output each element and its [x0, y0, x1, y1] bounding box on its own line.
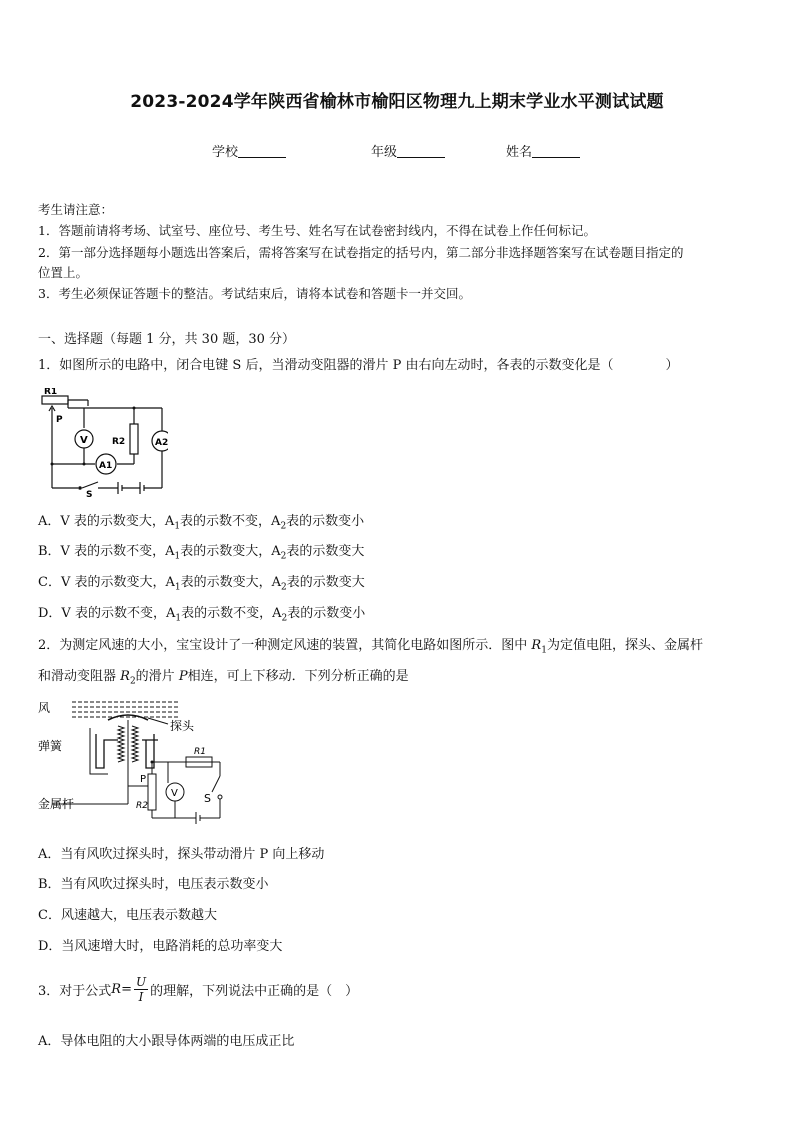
grade-label: 年级	[371, 145, 398, 160]
r2-resistor	[130, 424, 138, 454]
q1-label-v: V	[80, 435, 88, 446]
q2-label-s: S	[204, 792, 211, 805]
r1-resistor	[42, 396, 68, 404]
q1-option-a[interactable]: A．V 表的示数变大，$A_1$表的示数不变，$A_2$表的示数变小	[38, 514, 365, 532]
q1-stem: 1．如图所示的电路中，闭合电键 S 后，当滑动变阻器的滑片 P 由右向左动时，各表的示数变化是（ ）	[38, 358, 679, 373]
notice-item-1: 1．答题前请将考场、试室号、座位号、考生号、姓名写在试卷密封线内，不得在试卷上作任何标记。	[38, 223, 596, 238]
notice-item-3: 3．考生必须保证答题卡的整洁。考试结束后，请将本试卷和答题卡一并交回。	[38, 286, 471, 301]
q1-circuit-diagram	[38, 388, 168, 498]
q1-label-r2: R2	[112, 437, 126, 447]
page-title: 2023-2024学年陕西省榆林市榆阳区物理九上期末学业水平测试试题	[130, 92, 664, 112]
q2-label-probe: 探头	[170, 719, 195, 733]
q2-wind-speed-diagram	[38, 694, 228, 830]
q1-label-s: S	[86, 490, 93, 498]
school-field[interactable]	[212, 141, 286, 160]
school-blank[interactable]	[238, 144, 286, 158]
notice-item-2: 2．第一部分选择题每小题选出答案后，需将答案写在试卷指定的括号内，第二部分非选择题答案写在试卷题目指定的	[38, 245, 684, 260]
q2-option-b[interactable]: B．当有风吹过探头时，电压表示数变小	[38, 877, 269, 892]
q3-option-a[interactable]: A．导体电阻的大小跟导体两端的电压成正比	[38, 1034, 295, 1049]
q2-stem-line1: 2．为测定风速的大小，宝宝设计了一种测定风速的装置，其简化电路如图所示．图中 $R_1$为定值电阻，探头、金属杆	[38, 638, 703, 656]
name-field[interactable]	[506, 141, 580, 160]
q2-label-wind: 风	[38, 701, 51, 715]
notice-item-2-cont: 位置上。	[38, 265, 89, 280]
q1-label-a2: A2	[155, 438, 168, 448]
spring-left	[118, 726, 124, 762]
q1-label-a1: A1	[99, 461, 113, 471]
q1-option-b[interactable]: B．V 表的示数不变，$A_1$表的示数变大，$A_2$表的示数变大	[38, 544, 365, 562]
r2-rheostat	[148, 774, 156, 810]
q1-option-d[interactable]: D．V 表的示数不变，$A_1$表的示数不变，$A_2$表的示数变小	[38, 606, 366, 624]
school-label: 学校	[212, 145, 239, 160]
q2-label-v: V	[171, 788, 178, 799]
q1-option-c[interactable]: C．V 表的示数变大，$A_1$表的示数变大，$A_2$表的示数变大	[38, 575, 365, 593]
q2-label-rod: 金属杆	[38, 797, 75, 811]
grade-blank[interactable]	[397, 144, 445, 158]
q2-option-c[interactable]: C．风速越大，电压表示数越大	[38, 908, 217, 923]
q2-label-r2: R2	[136, 801, 148, 811]
grade-field[interactable]	[371, 141, 445, 160]
q3-stem: 3．对于公式 R = $\frac{U}{I}$ 的理解，下列说法中正确的是（ ）	[38, 974, 359, 1004]
q2-label-spring: 弹簧	[38, 739, 63, 753]
q1-label-p: P	[56, 415, 63, 425]
q2-stem-line2: 和滑动变阻器 $R_2$的滑片 P相连，可上下移动．下列分析正确的是	[38, 669, 409, 687]
q3-fraction: $\frac{U}{I}$	[135, 974, 147, 1004]
section-heading: 一、选择题（每题 1 分，共 30 题，30 分）	[38, 332, 296, 347]
spring-right	[132, 726, 138, 762]
name-blank[interactable]	[532, 144, 580, 158]
q2-option-d[interactable]: D．当风速增大时，电路消耗的总功率变大	[38, 939, 283, 954]
notice-heading: 考生请注意：	[38, 202, 114, 217]
q1-label-r1: R1	[44, 388, 58, 397]
q2-option-a[interactable]: A．当有风吹过探头时，探头带动滑片 P 向上移动	[38, 847, 325, 862]
q2-label-r1: R1	[194, 747, 206, 757]
name-label: 姓名	[506, 145, 533, 160]
q2-label-p: P	[140, 774, 147, 785]
